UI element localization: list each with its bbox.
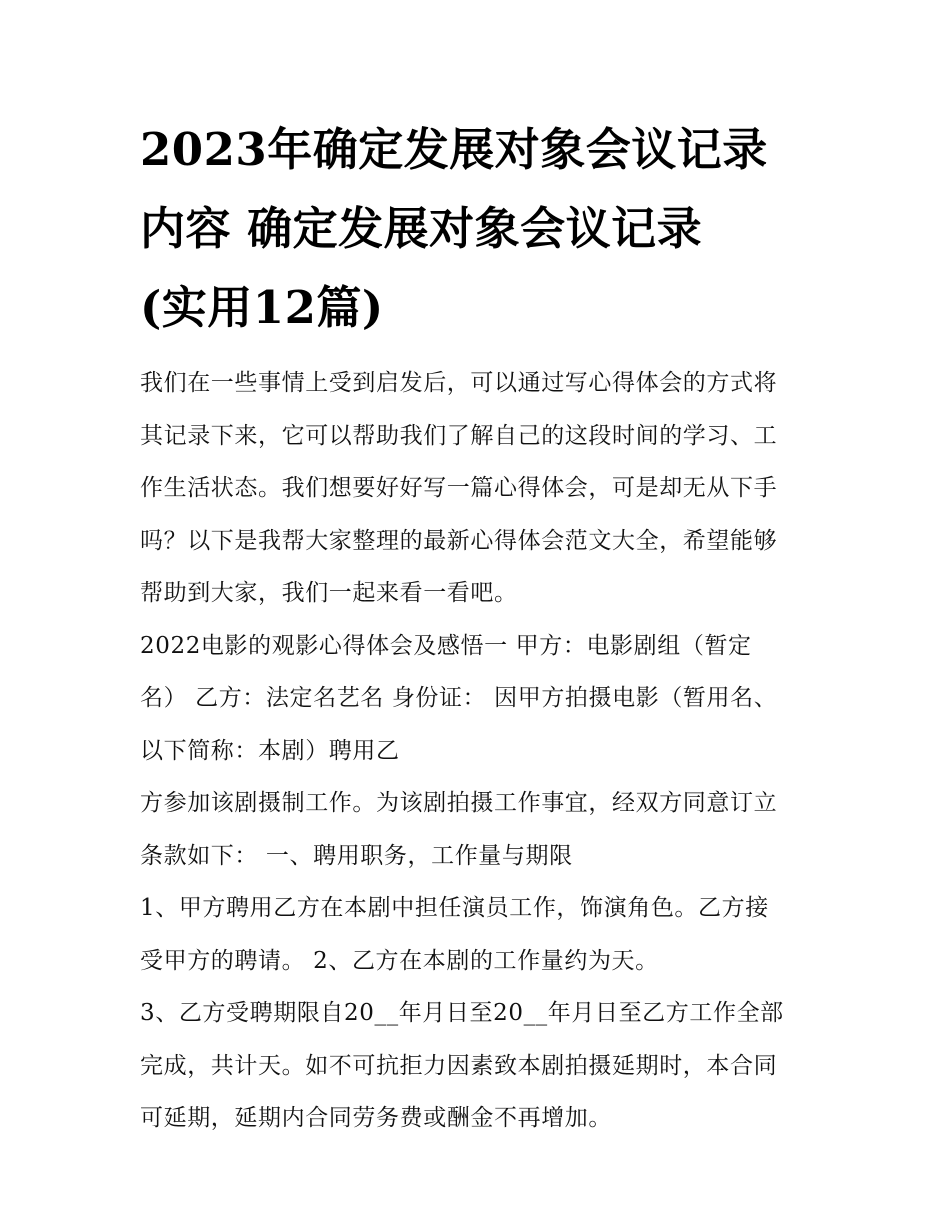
title-line: 内容 确定发展对象会议记录 xyxy=(140,202,703,255)
text-line: 名） 乙方：法定名艺名 身份证： 因甲方拍摄电影（暂用名、 xyxy=(140,685,778,711)
text-line: 其记录下来，它可以帮助我们了解自己的这段时间的学习、工 xyxy=(140,422,778,449)
contract-parties-paragraph xyxy=(140,620,820,778)
text-line: 可延期，延期内合同劳务费或酬金不再增加。 xyxy=(140,1105,612,1131)
text-line: 1、甲方聘用乙方在本剧中担任演员工作，饰演角色。乙方接 xyxy=(140,895,769,921)
clause-1-paragraph xyxy=(140,882,820,987)
document-title xyxy=(140,110,820,347)
text-line: 作生活状态。我们想要好好写一篇心得体会，可是却无从下手 xyxy=(140,475,778,501)
text-line: 吗？以下是我帮大家整理的最新心得体会范文大全，希望能够 xyxy=(140,527,778,554)
text-line: 我们在一些事情上受到启发后，可以通过写心得体会的方式将 xyxy=(140,370,778,396)
title-line: 2023年确定发展对象会议记录 xyxy=(140,123,768,176)
text-line: 方参加该剧摄制工作。为该剧拍摄工作事宜，经双方同意订立 xyxy=(140,790,778,816)
text-line: 帮助到大家，我们一起来看一看吧。 xyxy=(140,580,518,606)
text-line: 以下简称：本剧）聘用乙 xyxy=(140,737,400,764)
title-line: (实用12篇) xyxy=(140,281,384,334)
document-body xyxy=(140,357,820,1145)
text-line: 条款如下： 一、聘用职务，工作量与期限 xyxy=(140,842,573,869)
clause-3-paragraph xyxy=(140,987,820,1145)
text-line: 2022电影的观影心得体会及感悟一 甲方：电影剧组（暂定 xyxy=(140,632,752,659)
text-line: 3、乙方受聘期限自20__年月日至20__年月日至乙方工作全部 xyxy=(140,1000,784,1026)
text-line: 受甲方的聘请。 2、乙方在本剧的工作量约为天。 xyxy=(140,947,659,974)
intro-paragraph xyxy=(140,357,820,620)
contract-terms-paragraph xyxy=(140,777,820,882)
text-line: 完成，共计天。如不可抗拒力因素致本剧拍摄延期时，本合同 xyxy=(140,1052,778,1079)
